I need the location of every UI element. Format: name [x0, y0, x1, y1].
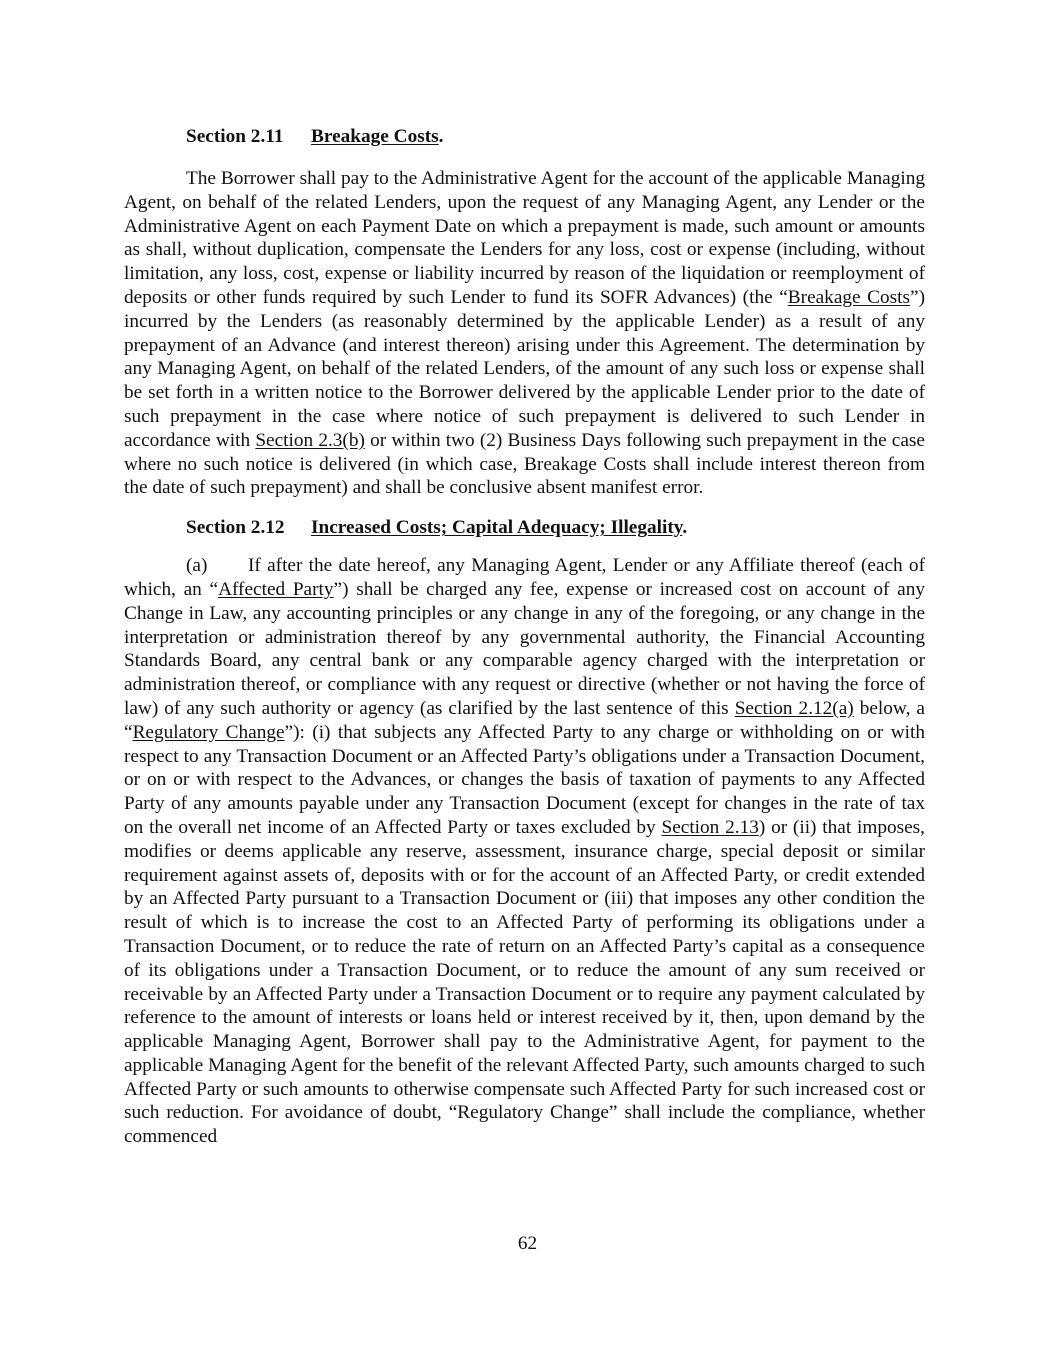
defined-term-regulatory-change: Regulatory Change	[132, 721, 285, 743]
cross-reference-link[interactable]: Section 2.12(a)	[734, 697, 854, 719]
section-title: Increased Costs; Capital Adequacy; Illegality	[311, 517, 683, 539]
cross-reference-link[interactable]: Section 2.3(b)	[255, 429, 365, 451]
defined-term-breakage-costs: Breakage Costs	[787, 286, 911, 308]
section-2-12-heading: Section 2.12 Increased Costs; Capital Adequacy; Illegality.	[124, 512, 925, 544]
section-number: Section 2.11	[186, 126, 284, 147]
section-2-11-paragraph: The Borrower shall pay to the Administrative Agent for the account of the applicable Managing Agent, on behalf of the related Lenders, upon the request of any Managing Agent, any Lender or the Administrative Agent on each Payment Date on which a prepayment is made, such amount or amounts as shall, without duplication, compensate the Lenders for any loss, cost or expense (including, without limitation, any loss, cost, expense or liability incurred by reason of the liquidation or reemployment of deposits or other funds required by such Lender to fund its SOFR Advances) (the “Breakage Costs”) incurred by the Lenders (as reasonably determined by the applicable Lender) as a result of any prepayment of an Advance (and interest thereon) arising under this Agreement. The determination by any Managing Agent, on behalf of the related Lenders, of the amount of any such loss or expense shall be set forth in a written notice to the Borrower delivered by the applicable Lender prior to the date of such prepayment in the case where notice of such prepayment is delivered to such Lender in accordance with Section 2.3(b) or within two (2) Business Days following such prepayment in the case where no such notice is delivered (in which case, Breakage Costs shall include interest thereon from the date of such prepayment) and shall be conclusive absent manifest error.	[124, 168, 925, 499]
section-2-12-a-paragraph: (a) If after the date hereof, any Managing Agent, Lender or any Affiliate thereof (each of which, an “Affected Party”) shall be charged any fee, expense or increased cost on account of any Change in Law, any accounting principles or any change in any of the foregoing, or any change in the interpretation or administration thereof by any governmental authority, the Financial Accounting Standards Board, any central bank or any comparable agency charged with the interpretation or administration thereof, or compliance with any request or directive (whether or not having the force of law) of any such authority or agency (as clarified by the last sentence of this Section 2.12(a) below, a “Regulatory Change”): (i) that subjects any Affected Party to any charge or withholding on or with respect to any Transaction Document or an Affected Party’s obligations under a Transaction Document, or on or with respect to the Advances, or changes the basis of taxation of payments to any Affected Party of any amounts payable under any Transaction Document (except for changes in the rate of tax on the overall net income of an Affected Party or taxes excluded by Section 2.13) or (ii) that imposes, modifies or deems applicable any reserve, assessment, insurance charge, special deposit or similar requirement against assets of, deposits with or for the account of an Affected Party, or credit extended by an Affected Party pursuant to a Transaction Document or (iii) that imposes any other condition the result of which is to increase the cost to an Affected Party of performing its obligations under a Transaction Document, or to reduce the rate of return on an Affected Party’s capital as a consequence of its obligations under a Transaction Document, or to reduce the amount of any sum received or receivable by an Affected Party under a Transaction Document or to require any payment calculated by reference to the amount of interests or loans held or interest received by it, then, upon demand by the applicable Managing Agent, Borrower shall pay to the Administrative Agent, for payment to the applicable Managing Agent for the benefit of the relevant Affected Party, such amounts charged to such Affected Party or such amounts to otherwise compensate such Affected Party for such increased cost or such reduction. For avoidance of doubt, “Regulatory Change” shall include the compliance, whether commenced	[124, 555, 926, 1148]
section-title: Breakage Costs	[311, 126, 439, 147]
defined-term-affected-party: Affected Party	[218, 578, 334, 600]
cross-reference-link[interactable]: Section 2.13	[661, 816, 759, 838]
section-number: Section 2.12	[186, 517, 285, 539]
section-2-11-heading: Section 2.11 Breakage Costs.	[124, 121, 925, 153]
document-page	[124, 121, 925, 1149]
page-number: 62	[517, 1233, 538, 1254]
item-label: (a)	[186, 555, 208, 577]
